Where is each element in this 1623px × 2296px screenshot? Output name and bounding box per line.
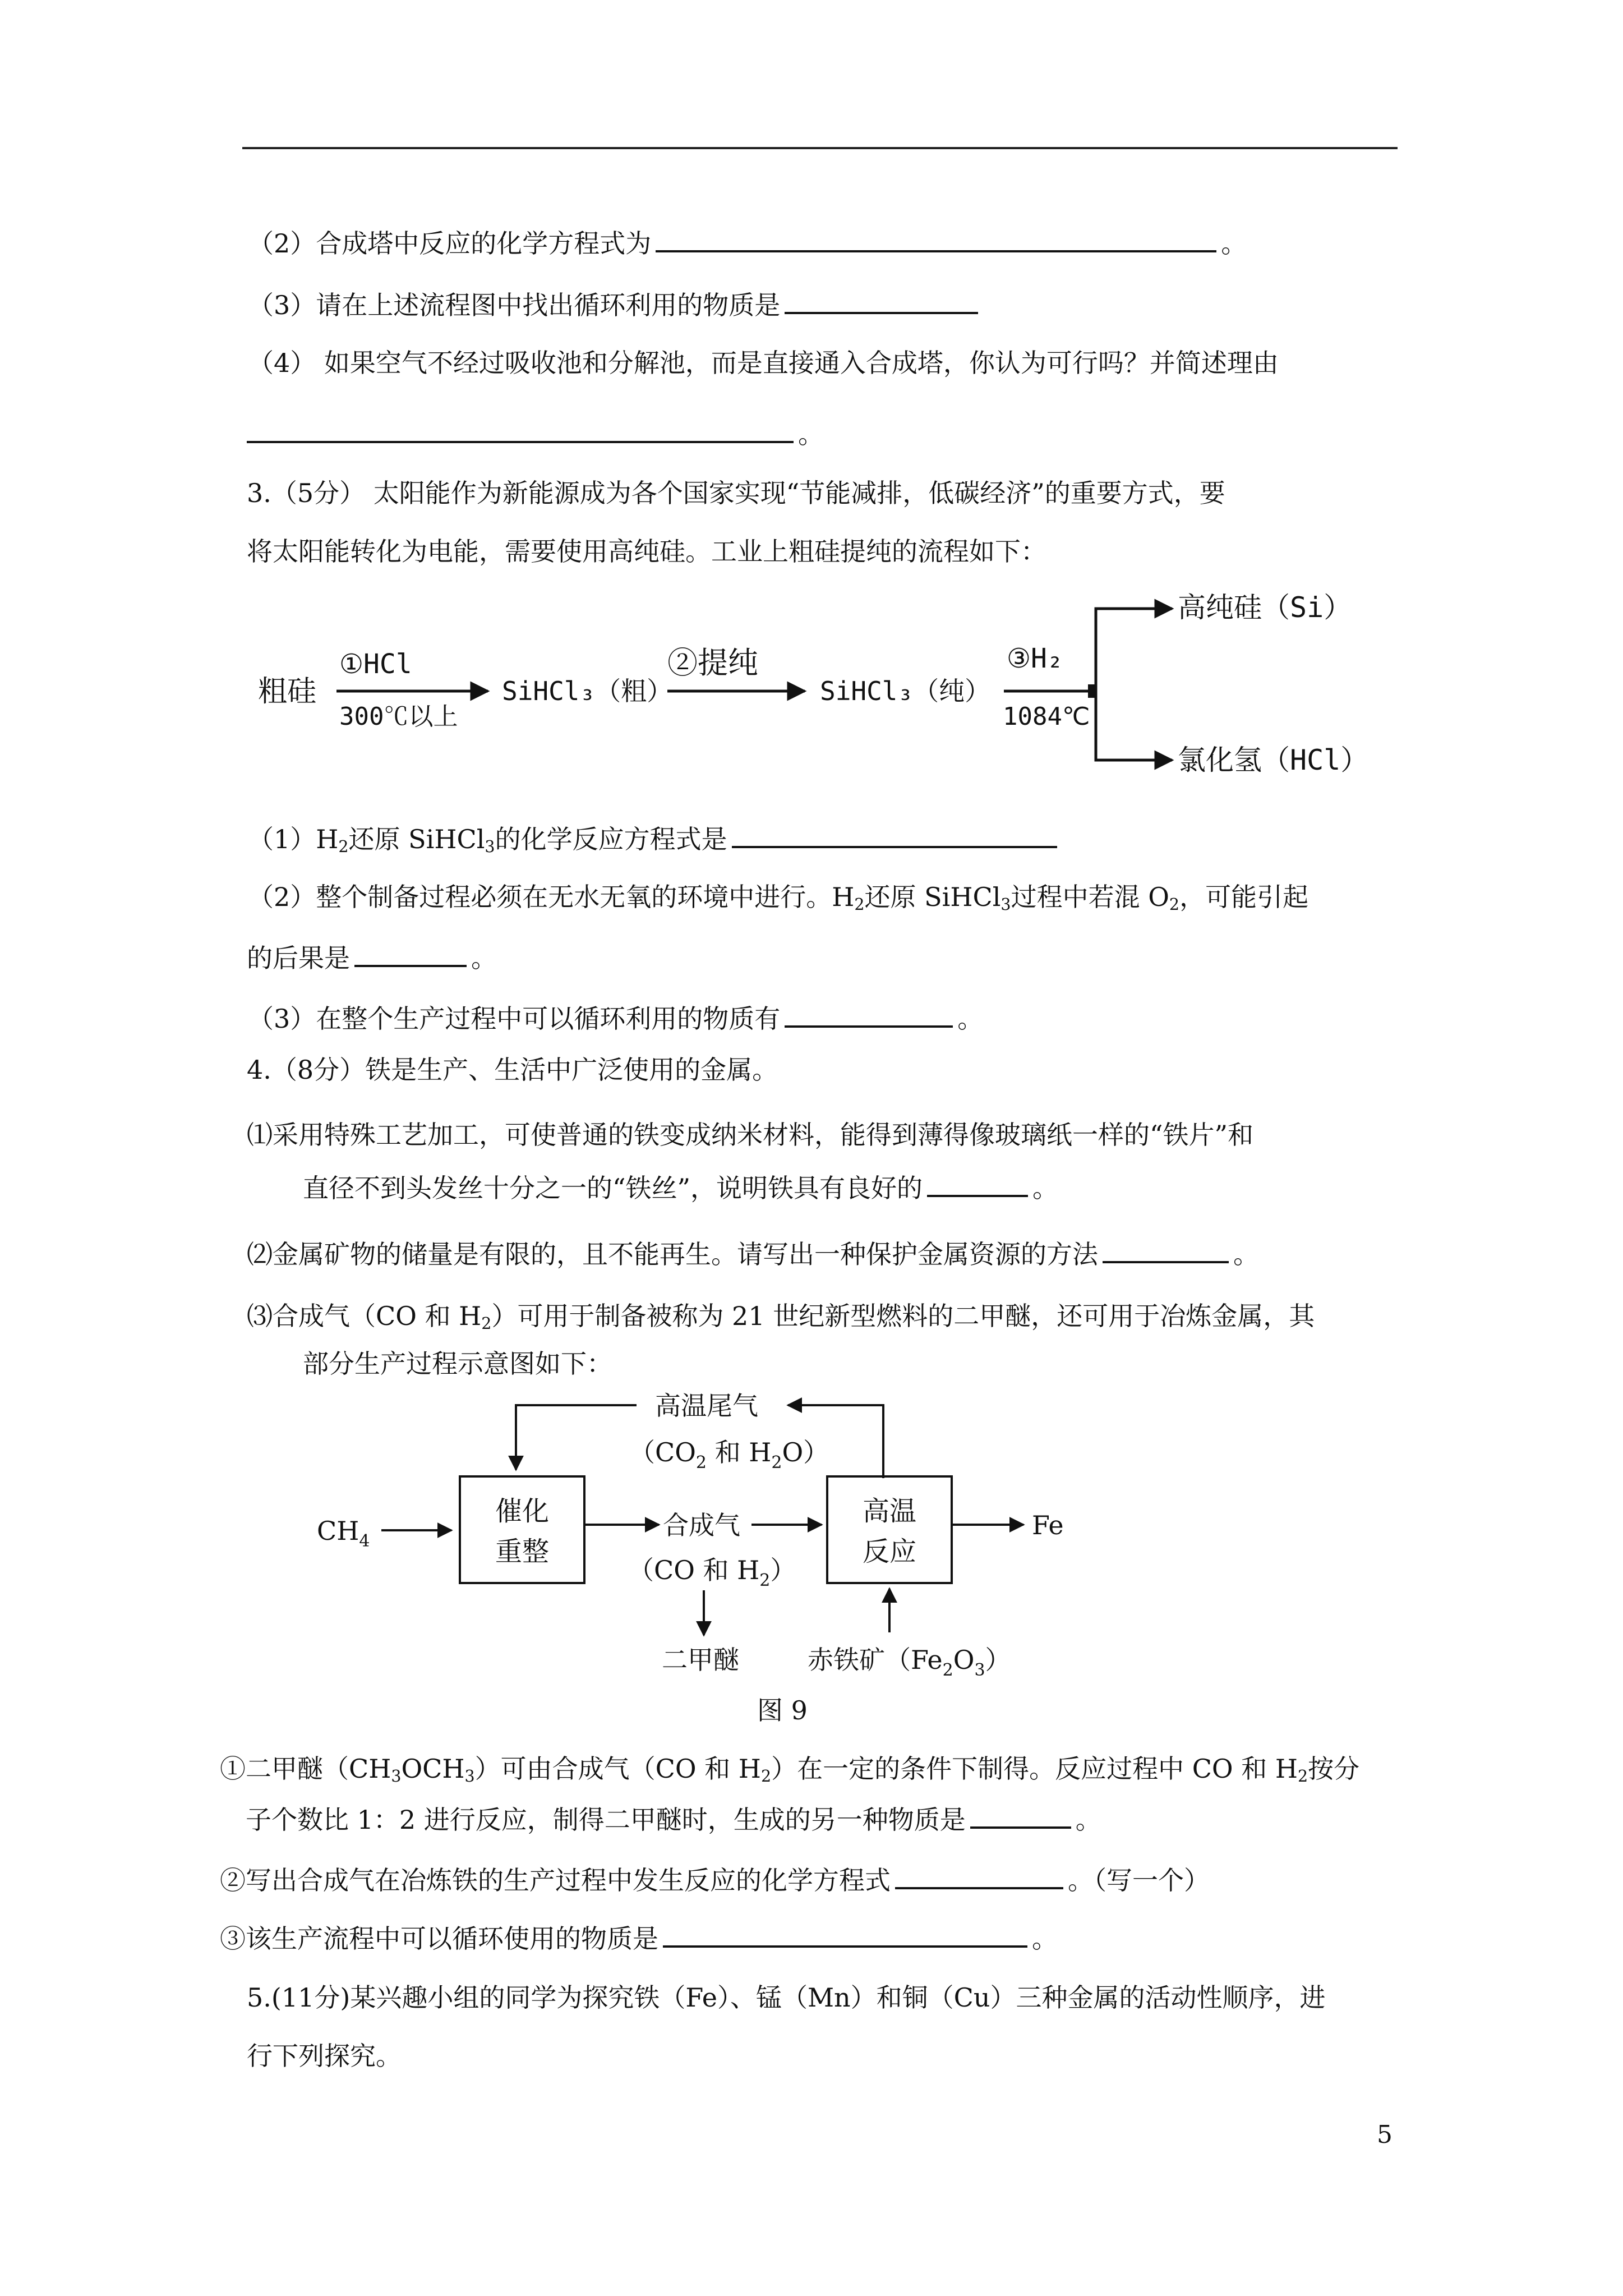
page-number: 5 xyxy=(1377,2120,1393,2149)
q4-intro: 4.（8分）铁是生产、生活中广泛使用的金属。 xyxy=(247,1055,778,1085)
q3-sub1: $(1)H_2$还原 SiHCl$_3$的化学反应方程式是 xyxy=(248,819,1062,857)
q4-p1-line1: ⑴采用特殊工艺加工，可使普通的铁变成纳米材料，能得到薄得像玻璃纸一样的“铁片”和 xyxy=(247,1120,1254,1150)
flow-start: 粗硅 xyxy=(258,675,317,708)
flow-branch-up xyxy=(1096,609,1172,691)
syngas-composition: （CO 和 $H_2$） xyxy=(628,1555,796,1590)
q4-s1-line2: 子个数比 1：2 进行反应，制得二甲醚时，生成的另一种物质是 。 xyxy=(246,1800,1101,1837)
exhaust-composition: （$CO_2$ 和 $H_2O$） xyxy=(629,1437,829,1473)
flow-output-si: 高纯硅（Si） xyxy=(1178,591,1352,624)
q3-intro-line1: 3.（5分） 太阳能作为新能源成为各个国家实现“节能减排，低碳经济”的重要方式，要 xyxy=(247,478,1225,508)
reactor-line2: 反应 xyxy=(862,1536,917,1567)
q2-sub4: （4） 如果空气不经过吸收池和分解池，而是直接通入合成塔，你认为可行吗？并简述理由 xyxy=(248,348,1279,378)
reforming-line1: 催化 xyxy=(495,1496,550,1527)
reforming-line2: 重整 xyxy=(495,1536,550,1567)
answer-blank[interactable] xyxy=(656,223,1216,252)
dme-label: 二甲醚 xyxy=(662,1645,739,1675)
answer-blank[interactable] xyxy=(354,938,467,967)
q4-s1: ①二甲醚$(CH_3OCH_3)$可由合成气（CO 和 $H_2$）在一定的条件下制得。反应过程中 CO 和 $H_2$按分 xyxy=(220,1754,1360,1786)
exhaust-arrow-return xyxy=(516,1405,637,1470)
answer-blank[interactable] xyxy=(1103,1234,1229,1263)
q2-sub3: （3）请在上述流程图中找出循环利用的物质是 xyxy=(248,285,983,323)
exhaust-label: 高温尾气 xyxy=(655,1391,758,1421)
figure-caption: 图 9 xyxy=(757,1695,808,1726)
q4-p3-line2: 部分生产过程示意图如下： xyxy=(303,1349,612,1379)
flow-intermediate-2: SiHCl₃（纯） xyxy=(820,676,991,706)
answer-blank[interactable] xyxy=(785,999,953,1028)
flow-step1-reagent: ①HCl xyxy=(339,648,412,680)
reforming-box xyxy=(460,1476,584,1583)
q3-sub3: （3）在整个生产过程中可以循环利用的物质有 。 xyxy=(248,999,983,1036)
flow-output-hcl: 氯化氢（HCl） xyxy=(1178,744,1369,776)
answer-blank[interactable] xyxy=(732,819,1057,848)
iron-process-diagram xyxy=(317,1391,1064,1726)
reactor-line1: 高温 xyxy=(862,1496,917,1527)
flow-step2-label: ②提纯 xyxy=(667,645,758,680)
q5-line1: 5.(11分)某兴趣小组的同学为探究铁（Fe）、锰（Mn）和铜（Cu）三种金属的活动性顺序，进 xyxy=(247,1982,1326,2013)
answer-blank[interactable] xyxy=(927,1168,1028,1197)
header-rule xyxy=(242,147,1398,149)
q2-sub2: （2）合成塔中反应的化学方程式为 。 xyxy=(248,223,1247,261)
answer-blank[interactable] xyxy=(785,285,978,314)
syngas-label: 合成气 xyxy=(663,1510,740,1540)
q4-p3: ⑶合成气（CO 和 $H_2$）可用于制备被称为 21 世纪新型燃料的二甲醚，还可用于冶炼金属，其 xyxy=(247,1301,1315,1333)
answer-blank[interactable] xyxy=(970,1800,1071,1829)
answer-blank[interactable] xyxy=(663,1918,1027,1948)
reactor-box xyxy=(827,1476,952,1583)
q3-sub2-line2: 的后果是 。 xyxy=(247,938,497,976)
q4-s3: ③该生产流程中可以循环使用的物质是 。 xyxy=(220,1918,1058,1956)
flow-step3-reagent: ③H₂ xyxy=(1007,643,1063,674)
ch4-label: $CH_4$ xyxy=(317,1516,370,1551)
fe-label: Fe xyxy=(1032,1510,1064,1540)
q2-sub4-answer: 。 xyxy=(247,414,824,452)
flow-step1-condition: 300℃以上 xyxy=(339,702,458,731)
q3-sub2: （2）整个制备过程必须在无水无氧的环境中进行。$H_2$还原 SiHCl$_3$过程中若混 $O_2$，可能引起 xyxy=(248,882,1309,914)
flow-branch-node xyxy=(1088,684,1096,698)
ore-label: 赤铁矿$(Fe_2O_3)$ xyxy=(808,1645,1011,1680)
flow-intermediate-1: SiHCl₃（粗） xyxy=(502,676,673,706)
answer-blank[interactable] xyxy=(247,414,794,443)
q5-line2: 行下列探究。 xyxy=(247,2041,402,2071)
exhaust-arrow-top xyxy=(788,1405,883,1478)
flow-step3-condition: 1084℃ xyxy=(1003,702,1090,731)
q4-p1-line2: 直径不到头发丝十分之一的“铁丝”，说明铁具有良好的 。 xyxy=(303,1168,1058,1205)
q3-intro-line2: 将太阳能转化为电能，需要使用高纯硅。工业上粗硅提纯的流程如下： xyxy=(247,536,1046,567)
answer-blank[interactable] xyxy=(895,1860,1063,1889)
silicon-flow-diagram xyxy=(258,591,1368,776)
q4-p2: ⑵金属矿物的储量是有限的，且不能再生。请写出一种保护金属资源的方法 。 xyxy=(247,1234,1259,1272)
flow-branch-down xyxy=(1096,691,1172,760)
q4-s2: ②写出合成气在冶炼铁的生产过程中发生反应的化学方程式 。（写一个） xyxy=(220,1860,1210,1898)
